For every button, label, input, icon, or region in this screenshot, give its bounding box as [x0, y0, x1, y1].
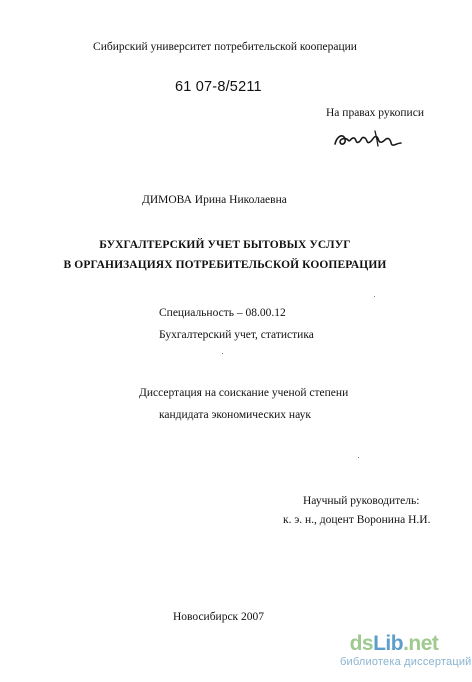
author-name: ДИМОВА Ирина Николаевна [142, 194, 287, 206]
title-line-2: В ОРГАНИЗАЦИЯХ ПОТРЕБИТЕЛЬСКОЙ КООПЕРАЦИИ [63, 259, 387, 271]
manuscript-rights-note: На правах рукописи [326, 107, 424, 119]
dissertation-title [0, 235, 450, 275]
scan-speck [374, 296, 375, 297]
place-and-year: Новосибирск 2007 [173, 611, 265, 623]
specialty-code: Специальность – 08.00.12 [159, 307, 286, 319]
watermark-logo [340, 632, 448, 656]
supervisor-name: к. э. н., доцент Воронина Н.И. [283, 514, 431, 526]
supervisor-label: Научный руководитель: [303, 495, 420, 507]
degree-line-2: кандидата экономических наук [159, 409, 311, 421]
call-number: 61 07-8/5211 [175, 79, 262, 95]
title-line-1: БУХГАЛТЕРСКИЙ УЧЕТ БЫТОВЫХ УСЛУГ [99, 239, 351, 251]
degree-line-1: Диссертация на соискание ученой степени [139, 387, 349, 399]
handwritten-signature [331, 127, 403, 151]
watermark-net: .net [403, 632, 439, 655]
watermark-lib: Lib [373, 632, 404, 655]
watermark-subtitle: библиотека диссертаций [340, 656, 472, 668]
scan-speck [358, 457, 359, 458]
institution-name: Сибирский университет потребительской кооперации [93, 41, 357, 53]
dslib-watermark[interactable] [340, 632, 472, 669]
specialty-name: Бухгалтерский учет, статистика [159, 329, 314, 341]
watermark-ds: ds [349, 632, 374, 655]
scan-speck [222, 353, 223, 354]
